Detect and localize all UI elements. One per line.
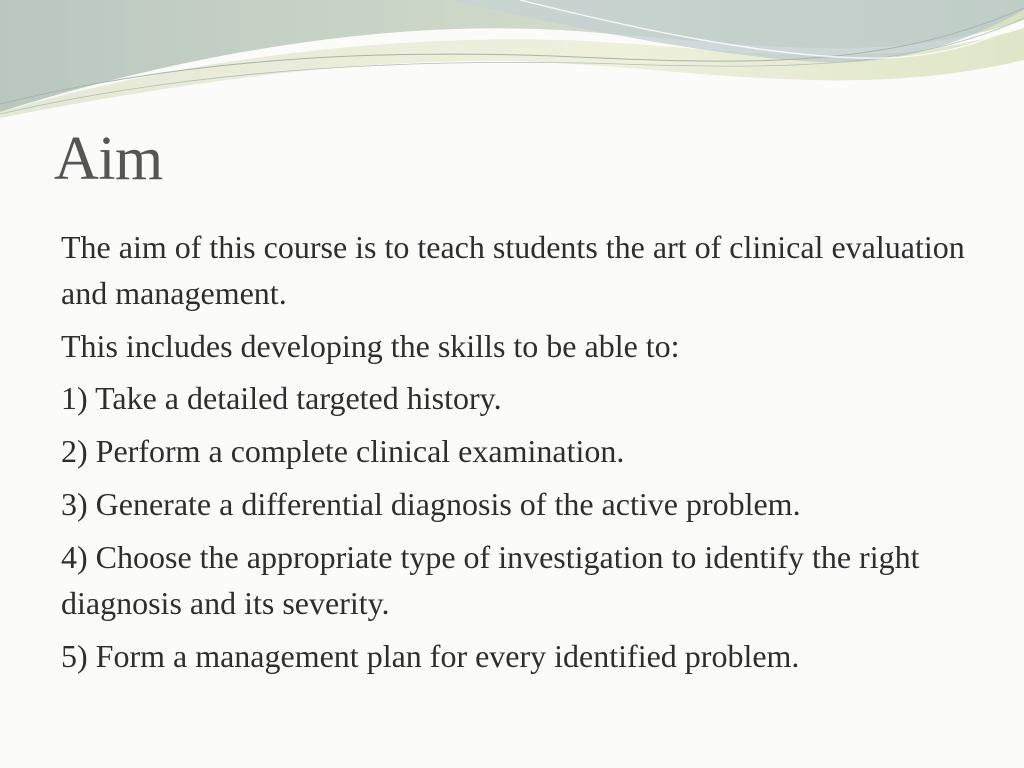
slide-body — [61, 224, 981, 686]
skills-lead-in: This includes developing the skills to be able to: — [61, 328, 680, 364]
list-item: 2) Perform a complete clinical examination. — [61, 433, 625, 469]
intro-paragraph: The aim of this course is to teach students the art of clinical evaluation and management. — [61, 229, 965, 311]
list-item: 5) Form a management plan for every identified problem. — [61, 638, 800, 674]
list-item: 4) Choose the appropriate type of investigation to identify the right diagnosis and its severity. — [61, 539, 920, 621]
list-item: 3) Generate a differential diagnosis of the active problem. — [61, 486, 801, 522]
list-item: 1) Take a detailed targeted history. — [61, 380, 502, 416]
slide-title: Aim — [54, 125, 163, 193]
decorative-wave-header — [0, 0, 1024, 130]
